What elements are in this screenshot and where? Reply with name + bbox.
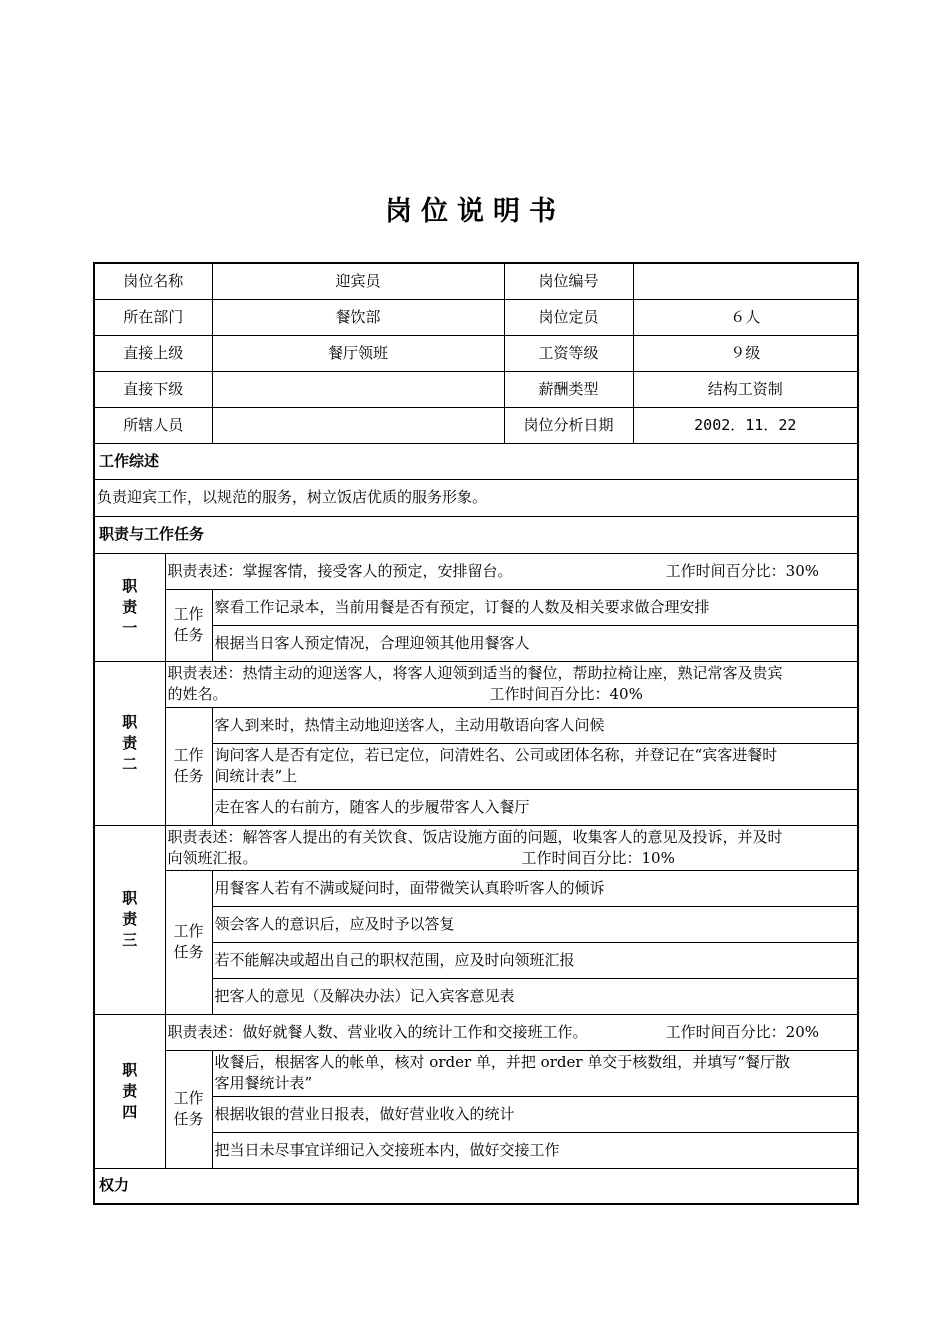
label-analysis-date: 岗位分析日期: [504, 407, 633, 443]
duty-3-task-1: 用餐客人若有不满或疑问时，面带微笑认真聆听客人的倾诉: [212, 870, 858, 906]
duty-4-task-row: [94, 1050, 858, 1096]
value-supervisor: 餐厅领班: [212, 335, 504, 371]
value-headcount: ６人: [633, 299, 858, 335]
label-headcount: 岗位定员: [504, 299, 633, 335]
duty-1-task-2: 根据当日客人预定情况，合理迎领其他用餐客人: [212, 625, 858, 661]
duty-4-percent: 工作时间百分比：20%: [665, 1022, 820, 1041]
value-subordinate: [212, 371, 504, 407]
duties-heading: 职责与工作任务: [94, 516, 858, 553]
value-staff: [212, 407, 504, 443]
power-heading: 权力: [94, 1168, 858, 1204]
value-analysis-date: 2002．11．22: [633, 407, 858, 443]
duty-3-task-4: 把客人的意见（及解决办法）记入宾客意见表: [212, 978, 858, 1014]
duty-2-task-row: [94, 707, 858, 743]
label-department: 所在部门: [94, 299, 212, 335]
duty-4-task-1: 收餐后，根据客人的帐单，核对 order 单，并把 order 单交于核数组，并填写“餐厅散 客用餐统计表”: [212, 1050, 858, 1096]
info-row-4: [94, 371, 858, 407]
duty-2-task-1: 客人到来时，热情主动地迎送客人，主动用敬语向客人问候: [212, 707, 858, 743]
value-position-name: 迎宾员: [212, 263, 504, 299]
duty-2-statement: 职责表述：热情主动的迎送客人，将客人迎领到适当的餐位，帮助拉椅让座，熟记常客及贵宾 的姓名。 工作时间百分比：40%: [165, 661, 858, 707]
label-position-code: 岗位编号: [504, 263, 633, 299]
value-department: 餐饮部: [212, 299, 504, 335]
info-row-5: [94, 407, 858, 443]
summary-heading-row: [94, 443, 858, 479]
label-position-name: 岗位名称: [94, 263, 212, 299]
duty-2-task-3: 走在客人的右前方，随客人的步履带客人入餐厅: [212, 789, 858, 825]
duty-3-statement-row: [94, 825, 858, 870]
duty-4-statement: 职责表述：做好就餐人数、营业收入的统计工作和交接班工作。 工作时间百分比：20%: [165, 1014, 858, 1050]
duty-4-statement-row: [94, 1014, 858, 1050]
page-title: 岗位说明书: [385, 196, 565, 227]
value-pay-type: 结构工资制: [633, 371, 858, 407]
value-position-code: [633, 263, 858, 299]
duty-2-task-label: 工作 任务: [165, 707, 212, 825]
duty-3-percent: 工作时间百分比：10%: [521, 848, 675, 867]
label-pay-type: 薪酬类型: [504, 371, 633, 407]
duty-1-label: 职 责 一: [94, 553, 165, 661]
duty-4-task-3: 把当日未尽事宜详细记入交接班本内，做好交接工作: [212, 1132, 858, 1168]
label-staff: 所辖人员: [94, 407, 212, 443]
duty-2-task-2: 询问客人是否有定位，若已定位，问清姓名、公司或团体名称，并登记在“宾客进餐时 间统计表”上: [212, 743, 858, 789]
label-supervisor: 直接上级: [94, 335, 212, 371]
duty-1-percent: 工作时间百分比：30%: [665, 561, 820, 580]
duty-4-task-label: 工作 任务: [165, 1050, 212, 1168]
info-row-2: [94, 299, 858, 335]
duty-3-task-2: 领会客人的意识后，应及时予以答复: [212, 906, 858, 942]
duty-1-task-row: [94, 589, 858, 625]
job-description-table: [93, 262, 859, 1205]
duty-2-label: 职 责 二: [94, 661, 165, 825]
duty-1-task-label: 工作 任务: [165, 589, 212, 661]
label-salary-grade: 工资等级: [504, 335, 633, 371]
info-row-3: [94, 335, 858, 371]
summary-text: 负责迎宾工作，以规范的服务，树立饭店优质的服务形象。: [94, 479, 858, 516]
duty-4-label: 职 责 四: [94, 1014, 165, 1168]
summary-row: [94, 479, 858, 516]
summary-heading: 工作综述: [94, 443, 858, 479]
duty-3-task-3: 若不能解决或超出自己的职权范围，应及时向领班汇报: [212, 942, 858, 978]
duty-2-percent: 工作时间百分比：40%: [489, 685, 643, 703]
duty-1-statement: 职责表述：掌握客情，接受客人的预定，安排留台。 工作时间百分比：30%: [165, 553, 858, 589]
duty-1-statement-row: [94, 553, 858, 589]
power-heading-row: [94, 1168, 858, 1204]
duty-3-statement: 职责表述：解答客人提出的有关饮食、饭店设施方面的问题，收集客人的意见及投诉，并及时 向领班汇报。 工作时间百分比：10%: [165, 825, 858, 870]
duty-3-label: 职 责 三: [94, 825, 165, 1014]
duty-4-task-2: 根据收银的营业日报表，做好营业收入的统计: [212, 1096, 858, 1132]
duty-3-task-label: 工作 任务: [165, 870, 212, 1014]
value-salary-grade: ９级: [633, 335, 858, 371]
label-subordinate: 直接下级: [94, 371, 212, 407]
duties-heading-row: [94, 516, 858, 553]
info-row-1: [94, 263, 858, 299]
duty-3-task-row: [94, 870, 858, 906]
duty-1-task-1: 察看工作记录本，当前用餐是否有预定，订餐的人数及相关要求做合理安排: [212, 589, 858, 625]
duty-2-statement-row: [94, 661, 858, 707]
